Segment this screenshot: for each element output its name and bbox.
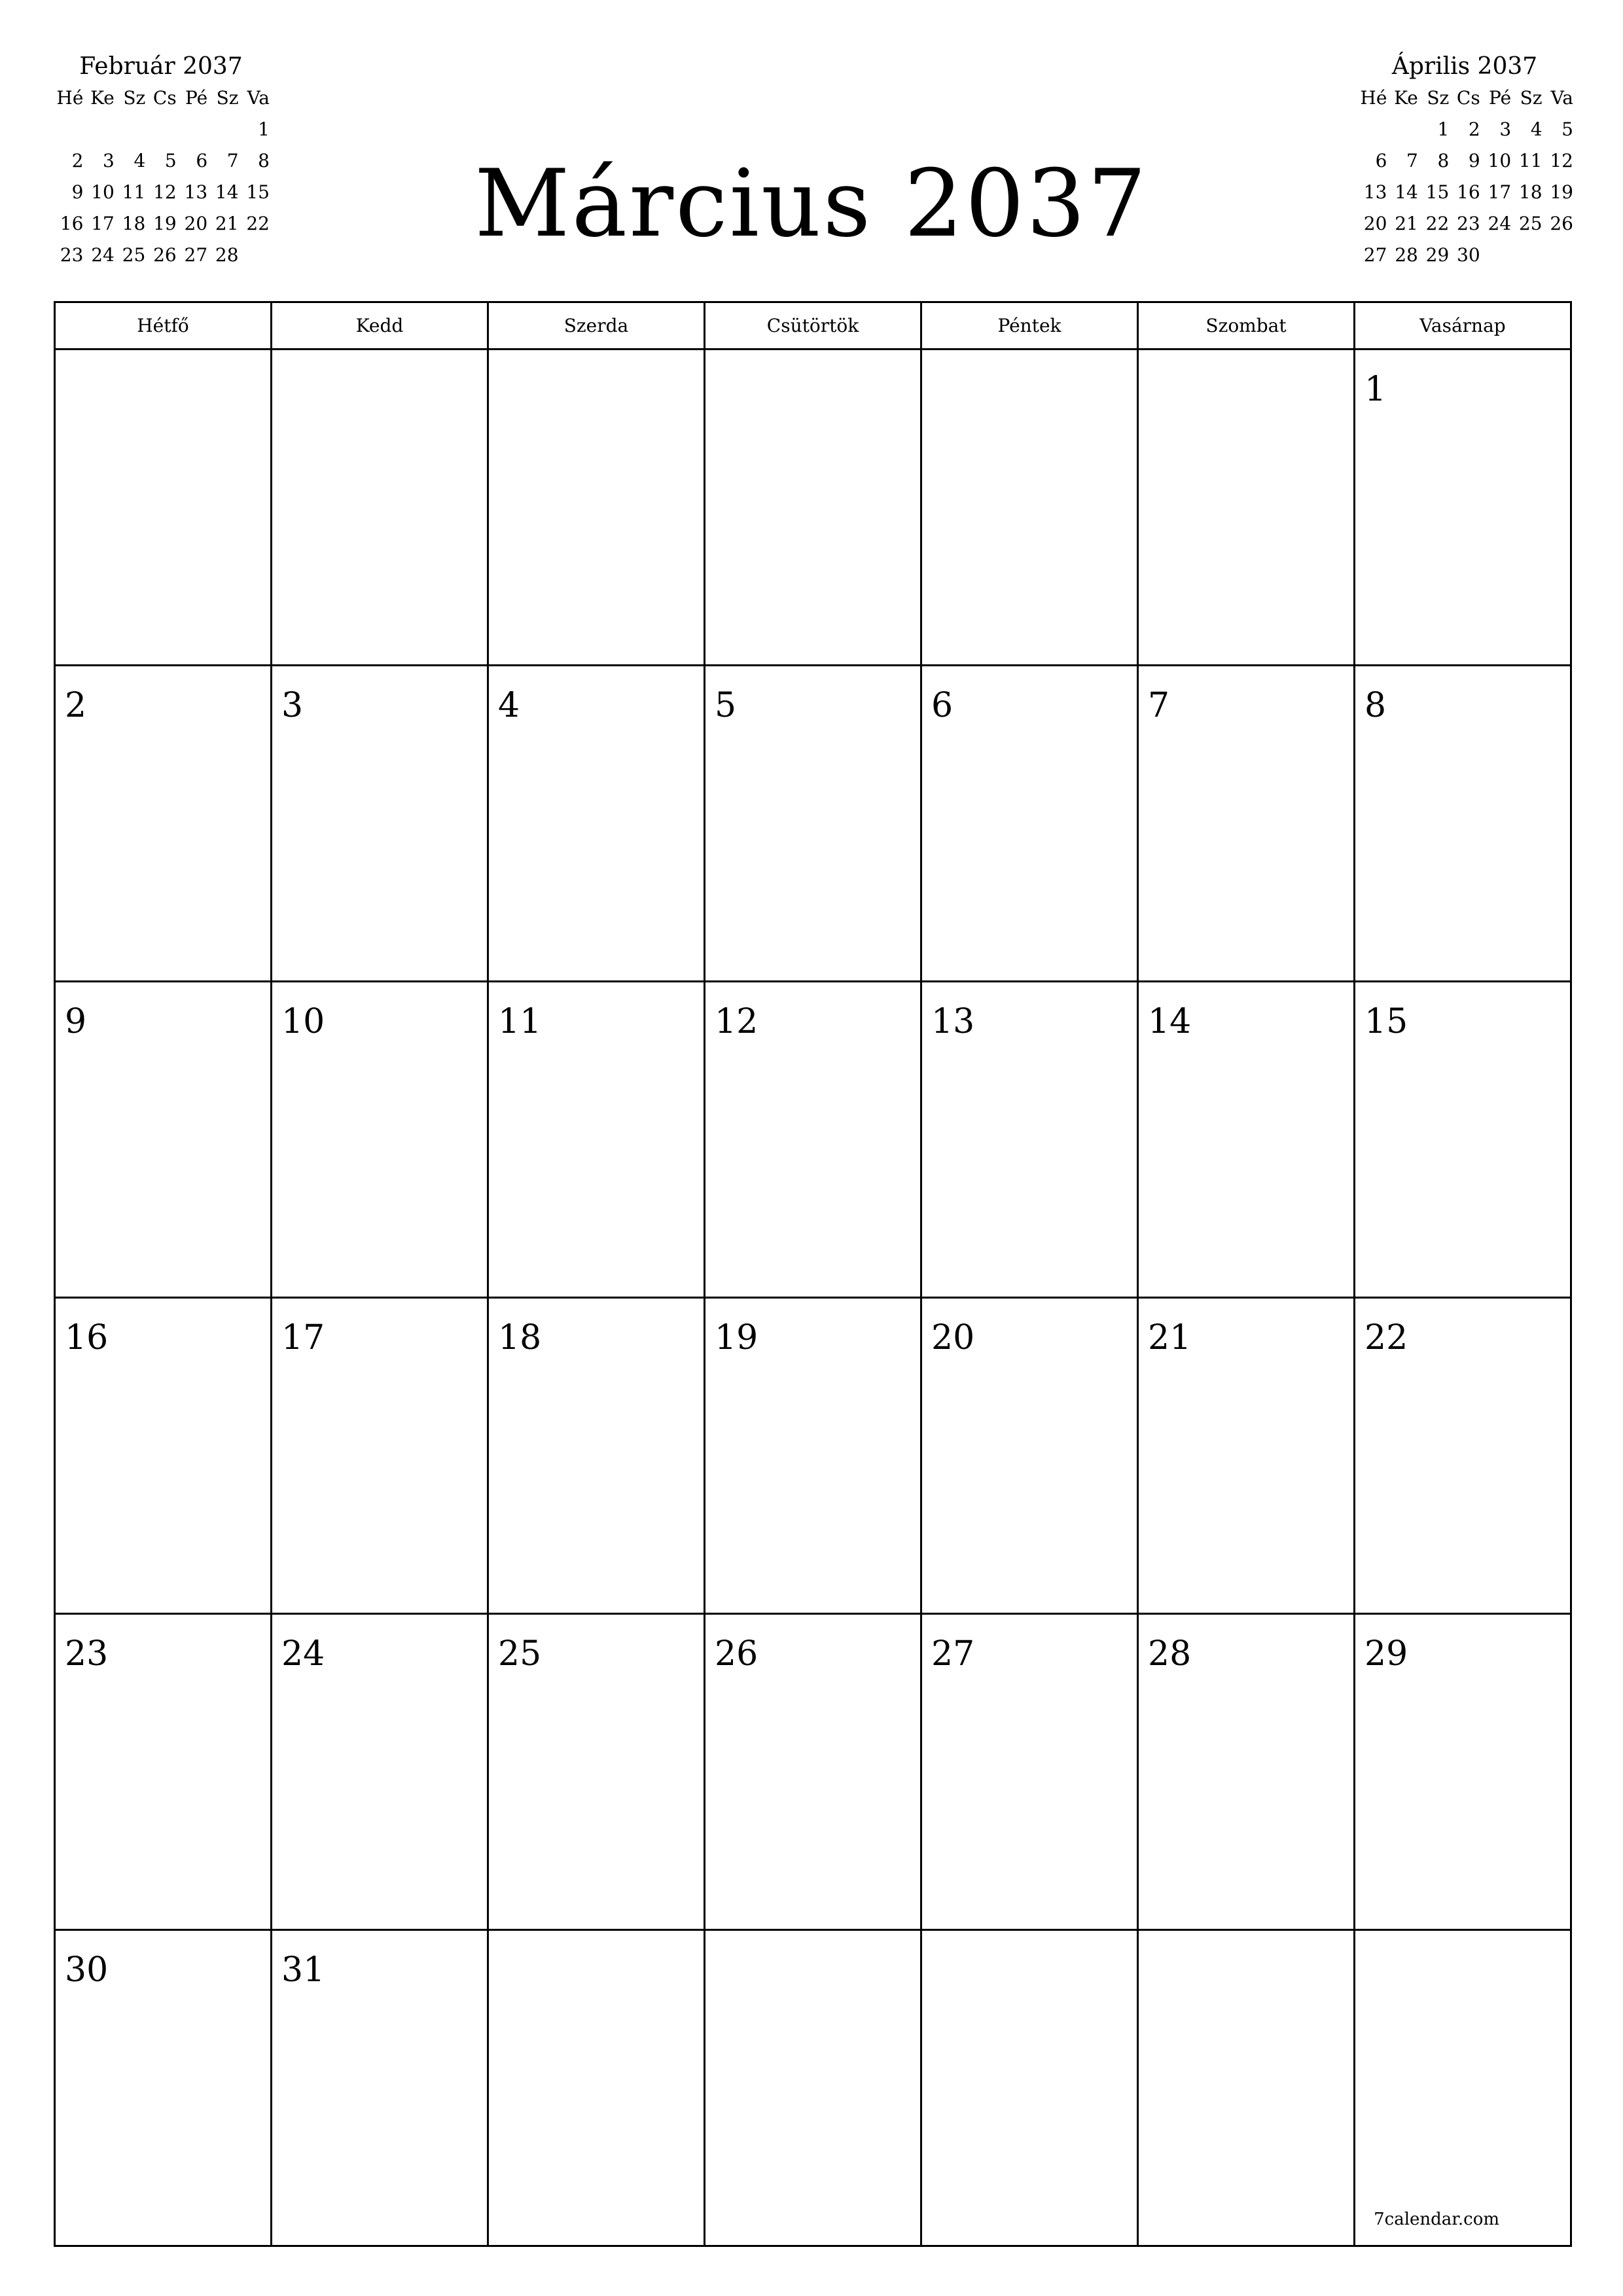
mini-calendar-next-title: Április 2037 (1391, 53, 1538, 80)
mini-calendar-next-grid (1356, 82, 1573, 271)
day-cell[interactable] (489, 1615, 705, 1931)
mini-day: 18 (122, 213, 146, 234)
mini-day: 23 (60, 244, 84, 266)
mini-day: 13 (1363, 181, 1387, 203)
mini-day: 30 (1457, 244, 1480, 266)
mini-day: 9 (1468, 150, 1480, 171)
mini-day: 23 (1457, 213, 1480, 234)
day-cell[interactable] (272, 666, 489, 982)
day-cell[interactable] (56, 666, 272, 982)
day-number: 3 (281, 686, 304, 725)
mini-day: 8 (258, 150, 270, 171)
mini-day: 28 (1395, 244, 1418, 266)
mini-day: 9 (71, 181, 84, 203)
mini-day: 2 (1468, 118, 1480, 140)
mini-day: 5 (1561, 118, 1573, 140)
mini-day: 24 (91, 244, 115, 266)
day-cell[interactable] (922, 1615, 1139, 1931)
empty-day-cell[interactable] (922, 350, 1139, 666)
weekday-header: Szombat (1139, 303, 1355, 350)
mini-day: 3 (1499, 118, 1512, 140)
mini-day: 19 (153, 213, 177, 234)
day-number: 12 (715, 1002, 758, 1041)
mini-day: 6 (1375, 150, 1387, 171)
mini-weekday-label: Ke (90, 87, 115, 109)
mini-empty-cell (52, 114, 83, 145)
mini-day: 17 (1488, 181, 1512, 203)
day-number: 1 (1364, 370, 1387, 409)
day-number: 15 (1364, 1002, 1408, 1041)
empty-day-cell[interactable] (705, 350, 922, 666)
mini-day: 8 (1437, 150, 1450, 171)
day-number: 11 (498, 1002, 542, 1041)
mini-day: 7 (226, 150, 239, 171)
mini-weekday-label: Va (247, 87, 270, 109)
mini-day: 24 (1488, 213, 1512, 234)
mini-day: 1 (258, 118, 270, 140)
mini-day: 1 (1437, 118, 1450, 140)
empty-day-cell[interactable] (1139, 1931, 1355, 2247)
day-cell[interactable] (56, 1931, 272, 2247)
mini-weekday-label: Hé (56, 87, 84, 109)
mini-day: 15 (246, 181, 270, 203)
mini-day: 25 (1518, 213, 1543, 234)
day-number: 18 (498, 1318, 542, 1357)
day-number: 27 (931, 1634, 975, 1674)
day-number: 26 (715, 1634, 758, 1674)
day-cell[interactable] (56, 1615, 272, 1931)
day-number: 16 (65, 1318, 109, 1357)
mini-day: 14 (215, 181, 239, 203)
day-cell[interactable] (1139, 1299, 1355, 1615)
empty-day-cell[interactable] (1355, 1931, 1572, 2247)
day-number: 25 (498, 1634, 542, 1674)
day-number: 7 (1148, 686, 1170, 725)
weekday-header: Hétfő (56, 303, 272, 350)
weekday-header: Kedd (272, 303, 489, 350)
day-cell[interactable] (1139, 982, 1355, 1299)
day-number: 28 (1148, 1634, 1192, 1674)
weekday-header: Vasárnap (1355, 303, 1572, 350)
mini-day: 21 (215, 213, 239, 234)
calendar-weeks (56, 350, 1572, 2247)
mini-empty-cell (115, 114, 145, 145)
mini-calendar-next (1356, 51, 1573, 271)
day-cell[interactable] (922, 982, 1139, 1299)
mini-day: 11 (122, 181, 146, 203)
mini-day: 4 (134, 150, 146, 171)
mini-weekday-label: Hé (1360, 87, 1387, 109)
day-cell[interactable] (705, 666, 922, 982)
day-cell[interactable] (705, 1615, 922, 1931)
day-cell[interactable] (272, 1931, 489, 2247)
month-calendar (54, 301, 1572, 2247)
mini-day: 20 (184, 213, 208, 234)
site-credit: 7calendar.com (1374, 2210, 1499, 2229)
day-number: 24 (281, 1634, 325, 1674)
weekday-header-row (56, 303, 1572, 350)
mini-weekday-label: Cs (152, 87, 177, 109)
mini-day: 15 (1425, 181, 1450, 203)
mini-weekday-label: Sz (123, 87, 146, 109)
day-number: 30 (65, 1950, 109, 1990)
mini-day: 16 (60, 213, 84, 234)
day-number: 19 (715, 1318, 758, 1357)
mini-weekday-label: Pé (185, 87, 208, 109)
day-number: 31 (281, 1950, 325, 1990)
empty-day-cell[interactable] (705, 1931, 922, 2247)
empty-day-cell[interactable] (1139, 350, 1355, 666)
mini-calendar-prev-title: Február 2037 (79, 53, 243, 80)
mini-empty-cell (1356, 114, 1387, 145)
mini-day: 16 (1457, 181, 1480, 203)
mini-weekday-label: Va (1550, 87, 1573, 109)
mini-day: 2 (71, 150, 84, 171)
mini-day: 14 (1395, 181, 1418, 203)
day-number: 10 (281, 1002, 325, 1041)
day-cell[interactable] (489, 666, 705, 982)
weekday-header: Szerda (489, 303, 705, 350)
day-cell[interactable] (922, 666, 1139, 982)
mini-empty-cell (145, 114, 176, 145)
mini-empty-cell (207, 114, 238, 145)
mini-day: 11 (1518, 150, 1543, 171)
day-cell[interactable] (705, 982, 922, 1299)
mini-day: 6 (196, 150, 208, 171)
day-cell[interactable] (1355, 1299, 1572, 1615)
day-cell[interactable] (1355, 350, 1572, 666)
mini-day: 7 (1406, 150, 1418, 171)
day-cell[interactable] (922, 1299, 1139, 1615)
day-number: 9 (65, 1002, 87, 1041)
mini-day: 27 (1363, 244, 1387, 266)
mini-weekday-label: Ke (1394, 87, 1418, 109)
mini-day: 19 (1550, 181, 1573, 203)
mini-weekday-label: Sz (216, 87, 239, 109)
day-number: 21 (1148, 1318, 1192, 1357)
day-cell[interactable] (56, 1299, 272, 1615)
day-cell[interactable] (1139, 666, 1355, 982)
day-number: 2 (65, 686, 87, 725)
empty-day-cell[interactable] (56, 350, 272, 666)
mini-day: 26 (153, 244, 177, 266)
day-number: 20 (931, 1318, 975, 1357)
weekday-header: Péntek (922, 303, 1139, 350)
empty-day-cell[interactable] (922, 1931, 1139, 2247)
day-number: 23 (65, 1634, 109, 1674)
mini-day: 4 (1530, 118, 1543, 140)
mini-weekday-label: Pé (1488, 87, 1512, 109)
mini-day: 12 (153, 181, 177, 203)
mini-calendar-prev-grid (52, 82, 270, 271)
day-cell[interactable] (489, 982, 705, 1299)
page-title: Március 2037 (474, 150, 1149, 258)
mini-weekday-label: Sz (1520, 87, 1543, 109)
mini-weekday-label: Sz (1427, 87, 1450, 109)
mini-day: 20 (1363, 213, 1387, 234)
day-number: 5 (715, 686, 737, 725)
mini-empty-cell (83, 114, 114, 145)
mini-day: 22 (246, 213, 270, 234)
mini-calendar-prev (52, 51, 270, 271)
day-cell[interactable] (1355, 1615, 1572, 1931)
day-number: 13 (931, 1002, 975, 1041)
mini-empty-cell (177, 114, 207, 145)
day-cell[interactable] (705, 1299, 922, 1615)
day-number: 17 (281, 1318, 325, 1357)
empty-day-cell[interactable] (272, 350, 489, 666)
day-cell[interactable] (1355, 666, 1572, 982)
mini-day: 17 (91, 213, 115, 234)
mini-day: 10 (1488, 150, 1512, 171)
day-cell[interactable] (272, 1299, 489, 1615)
day-cell[interactable] (56, 982, 272, 1299)
day-number: 4 (498, 686, 520, 725)
day-cell[interactable] (1355, 982, 1572, 1299)
weekday-header: Csütörtök (705, 303, 922, 350)
mini-day: 26 (1550, 213, 1573, 234)
mini-day: 12 (1550, 150, 1573, 171)
mini-day: 3 (103, 150, 115, 171)
mini-day: 29 (1425, 244, 1450, 266)
day-cell[interactable] (272, 982, 489, 1299)
day-number: 6 (931, 686, 954, 725)
empty-day-cell[interactable] (489, 1931, 705, 2247)
empty-day-cell[interactable] (489, 350, 705, 666)
mini-day: 28 (215, 244, 239, 266)
mini-day: 21 (1395, 213, 1418, 234)
mini-empty-cell (1387, 114, 1418, 145)
mini-day: 13 (184, 181, 208, 203)
day-cell[interactable] (272, 1615, 489, 1931)
mini-day: 22 (1425, 213, 1450, 234)
mini-day: 18 (1518, 181, 1543, 203)
day-number: 22 (1364, 1318, 1408, 1357)
day-cell[interactable] (489, 1299, 705, 1615)
day-cell[interactable] (1139, 1615, 1355, 1931)
mini-day: 25 (122, 244, 146, 266)
mini-day: 27 (184, 244, 208, 266)
day-number: 8 (1364, 686, 1387, 725)
day-number: 14 (1148, 1002, 1192, 1041)
mini-day: 10 (91, 181, 115, 203)
day-number: 29 (1364, 1634, 1408, 1674)
mini-weekday-label: Cs (1456, 87, 1480, 109)
mini-day: 5 (164, 150, 177, 171)
